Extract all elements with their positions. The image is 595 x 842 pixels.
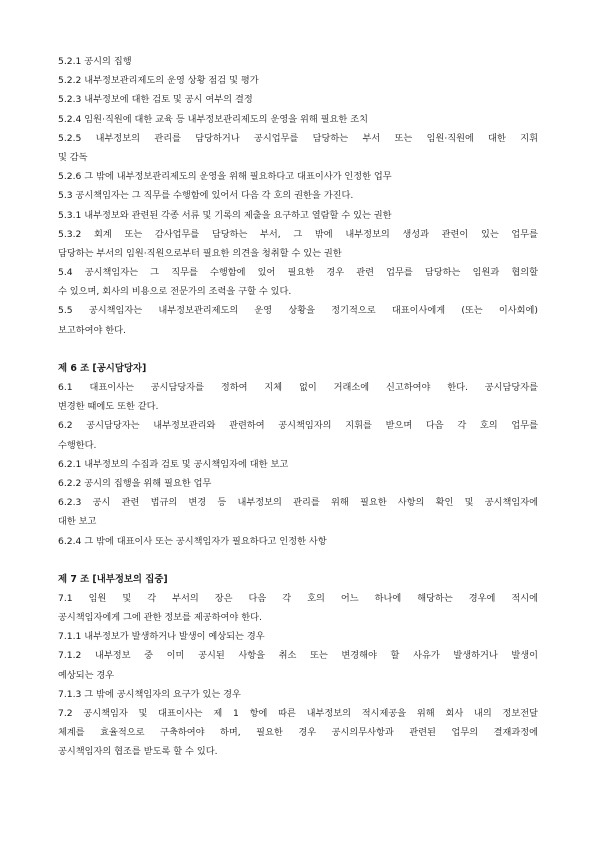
item-5-2-5: 5.2.5 내부정보의 관리를 담당하거나 공시업무를 담당하는 부서 또는 임원·직원에 대한 지휘: [58, 132, 538, 144]
article-6-heading: 제 6 조 [공시담당자]: [58, 362, 147, 374]
article-7: [58, 570, 538, 762]
item-7-1-2-cont: 예상되는 경우: [58, 669, 115, 681]
item-5-2-1: 5.2.1 공시의 집행: [58, 56, 132, 67]
item-6-2-3: 6.2.3 공시 관련 법규의 변경 등 내부정보의 관리를 위해 필요한 사항의 확인 및 공시책임자에: [58, 497, 538, 509]
item-5-3-1: 5.3.1 내부정보와 관련된 각종 서류 및 기록의 제출을 요구하고 열람할 수 있는 권한: [58, 209, 392, 221]
item-7-2-cont: 체계를 효율적으로 구축하여야 하며, 필요한 경우 공시의무사항과 관련된 업무의 결재과정에: [58, 727, 538, 739]
section-5-items: [58, 52, 538, 340]
item-7-1-1: 7.1.1 내부정보가 발생하거나 발생이 예상되는 경우: [58, 631, 265, 643]
item-7-1: 7.1 임원 및 각 부서의 장은 다음 각 호의 어느 하나에 해당하는 경우에 적시에: [58, 592, 538, 604]
spacer: [58, 551, 538, 570]
item-5-3-2: 5.3.2 회계 또는 감사업무를 담당하는 부서, 그 밖에 내부정보의 생성과 관련이 있는 업무를: [58, 228, 538, 240]
item-7-2-cont-2: 공시책임자의 협조를 받도록 할 수 있다.: [58, 746, 218, 758]
item-5-3-2-cont: 담당하는 부서의 임원·직원으로부터 필요한 의견을 청취할 수 있는 권한: [58, 247, 342, 259]
item-6-2-2: 6.2.2 공시의 집행을 위해 필요한 업무: [58, 477, 212, 489]
item-6-2-4: 6.2.4 그 밖에 대표이사 또는 공시책임자가 필요하다고 인정한 사항: [58, 535, 327, 547]
spacer: [58, 340, 538, 359]
item-5-5: 5.5 공시책임자는 내부정보관리제도의 운영 상황을 정기적으로 대표이사에게 (또는 이사회에): [58, 305, 538, 317]
item-7-1-2: 7.1.2 내부정보 중 이미 공시된 사항을 취소 또는 변경해야 할 사유가 발생하거나 발생이: [58, 650, 538, 662]
item-5-2-5-cont: 및 감독: [58, 151, 88, 163]
item-6-2: 6.2 공시담당자는 내부정보관리와 관련하여 공시책임자의 지휘를 받으며 다음 각 호의 업무를: [58, 420, 538, 432]
item-6-2-1: 6.2.1 내부정보의 수집과 검토 및 공시책임자에 대한 보고: [58, 458, 289, 470]
item-7-2: 7.2 공시책임자 및 대표이사는 제 1 항에 따른 내부정보의 적시제공을 위해 회사 내의 정보전달: [58, 708, 538, 719]
item-6-2-cont: 수행한다.: [58, 439, 97, 451]
item-5-4-cont: 수 있으며, 회사의 비용으로 전문가의 조력을 구할 수 있다.: [58, 286, 292, 298]
article-7-heading: 제 7 조 [내부정보의 집중]: [58, 573, 168, 585]
item-6-2-3-cont: 대한 보고: [58, 516, 97, 528]
item-5-2-4: 5.2.4 임원·직원에 대한 교육 등 내부정보관리제도의 운영을 위해 필요한 조치: [58, 113, 368, 125]
item-5-2-3: 5.2.3 내부정보에 대한 검토 및 공시 여부의 결정: [58, 94, 253, 106]
item-7-1-cont: 공시책임자에게 그에 관한 정보를 제공하여야 한다.: [58, 612, 262, 624]
document-page: [58, 52, 538, 762]
item-5-4: 5.4 공시책임자는 그 직무를 수행함에 있어 필요한 경우 관련 업무를 담당하는 임원과 협의할: [58, 267, 538, 279]
item-6-1-cont: 변경한 때에도 또한 같다.: [58, 401, 159, 413]
item-5-2-2: 5.2.2 내부정보관리제도의 운영 상황 점검 및 평가: [58, 75, 259, 87]
item-5-5-cont: 보고하여야 한다.: [58, 324, 126, 336]
item-6-1: 6.1 대표이사는 공시담당자를 정하여 지체 없이 거래소에 신고하여야 한다. 공시담당자를: [58, 382, 538, 393]
item-7-1-3: 7.1.3 그 밖에 공시책임자의 요구가 있는 경우: [58, 688, 241, 700]
article-6: [58, 359, 538, 551]
item-5-2-6: 5.2.6 그 밖에 내부정보관리제도의 운영을 위해 필요하다고 대표이사가 인정한 업무: [58, 171, 392, 183]
item-5-3: 5.3 공시책임자는 그 직무를 수행함에 있어서 다음 각 호의 권한을 가진다.: [58, 190, 354, 202]
